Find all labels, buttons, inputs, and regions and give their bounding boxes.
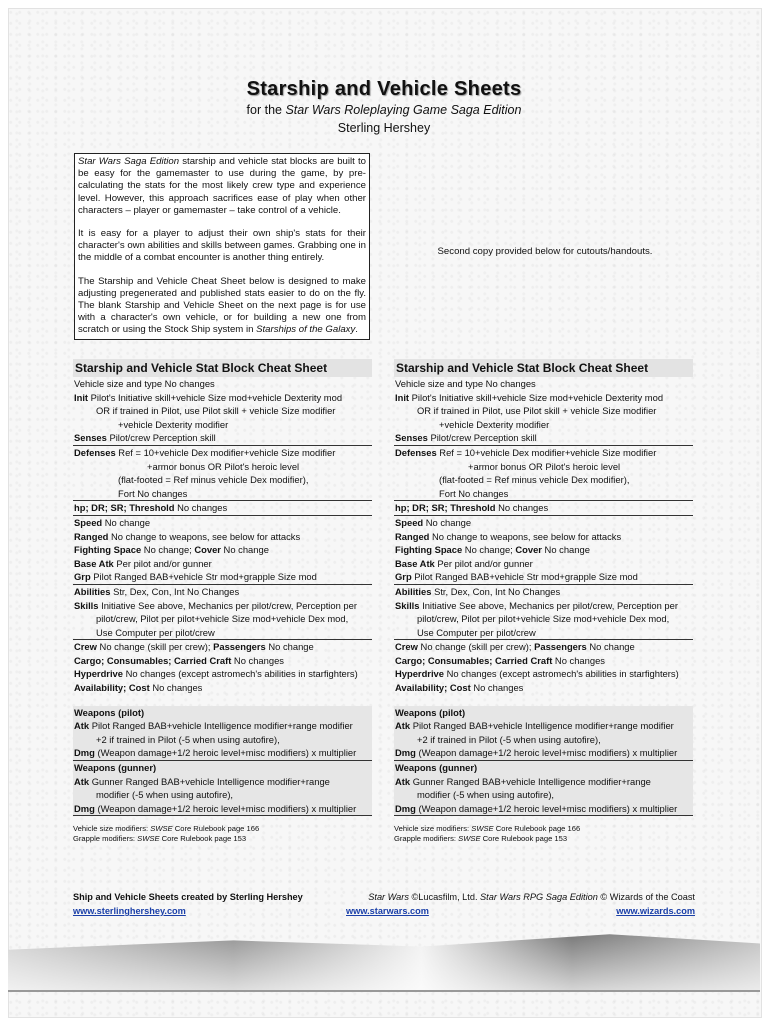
defenses-line-2: +armor bonus OR Pilot's heroic level [468, 460, 621, 472]
sheet-notes [73, 824, 372, 843]
author-name: Sterling Hershey [337, 121, 431, 135]
value: Pilot Ranged BAB+vehicle Str mod+grapple Size mod [411, 571, 638, 583]
label: Base Atk [74, 557, 114, 569]
defense-block [394, 446, 693, 501]
value: No change (skill per crew); [96, 641, 214, 653]
abilities-block [73, 585, 372, 640]
note-text: Grapple modifiers: [73, 833, 138, 843]
value: No change to weapons, see below for attacks [108, 530, 301, 542]
label: Skills [74, 599, 99, 611]
value: Str, Dex, Con, Int No Changes [431, 585, 561, 597]
senses-line [74, 431, 371, 445]
atk-line [395, 775, 692, 789]
page-title: Starship and Vehicle Sheets [246, 78, 522, 100]
vehicle-line: Vehicle size and type No changes [395, 378, 536, 389]
value: Pilot's Initiative skill+vehicle Size mod+vehicle Dexterity mod [88, 391, 343, 403]
label: Speed [395, 516, 424, 528]
value: No change [541, 544, 590, 556]
label: Base Atk [395, 557, 435, 569]
cargo-line [74, 654, 371, 668]
copyright-italic: Star Wars RPG Saga Edition [480, 892, 598, 902]
note-size [73, 824, 372, 834]
label: Dmg [74, 802, 95, 814]
intro-paragraph-3 [78, 276, 366, 337]
label: Speed [74, 516, 103, 528]
speed-line [74, 516, 371, 530]
value: No change [265, 641, 314, 653]
note-size [394, 824, 693, 834]
ranged-line [74, 530, 371, 544]
value: No changes [174, 502, 228, 514]
value: Pilot Ranged BAB+vehicle Str mod+grapple Size mod [90, 571, 317, 583]
defenses-line-4: Fort No changes [118, 487, 188, 499]
label: Senses [395, 432, 428, 444]
weapons-pilot-block [394, 706, 693, 761]
label: Init [395, 391, 410, 403]
link-sterlinghershey[interactable]: www.sterlinghershey.com [73, 906, 186, 916]
hp-block [394, 501, 693, 516]
copyright-line [368, 892, 695, 902]
crew-block [73, 640, 372, 694]
label: Hyperdrive [395, 668, 444, 680]
label: Passengers [213, 641, 266, 653]
intro-paragraph-2: It is easy for a player to adjust their own ship's stats for their character's own abilities and skills between games. Grabbing one in the middle of a combat encounter is another thing entirely. [78, 228, 366, 264]
label: Abilities [395, 585, 432, 597]
label: Passengers [534, 641, 587, 653]
label: Skills [395, 599, 420, 611]
weapons-gunner-heading: Weapons (gunner) [74, 762, 157, 774]
cargo-line [395, 654, 692, 668]
value: (Weapon damage+1/2 heroic level+misc modifiers) x multiplier [415, 747, 678, 759]
value: No change [102, 516, 151, 528]
weapons-gunner-block [394, 761, 693, 816]
skills-line [395, 599, 692, 613]
label: hp; DR; SR; Threshold [74, 502, 175, 514]
label: Cover [515, 544, 542, 556]
label: Crew [395, 641, 418, 653]
crew-line [74, 640, 371, 654]
note-text: Core Rulebook page 153 [159, 833, 247, 843]
label: Init [74, 391, 89, 403]
crew-line [395, 640, 692, 654]
note-text: Grapple modifiers: [394, 833, 459, 843]
value: No change to weapons, see below for attacks [429, 530, 622, 542]
label: Availability; Cost [74, 682, 150, 694]
dmg-line [74, 802, 371, 816]
init-line-3: +vehicle Dexterity modifier [118, 418, 229, 430]
note-italic: SWSE [137, 833, 160, 843]
dmg-line [74, 746, 371, 760]
label: Defenses [395, 446, 437, 458]
init-line-2: OR if trained in Pilot, use Pilot skill + vehicle Size modifier [417, 405, 657, 417]
cheat-sheet-right [394, 359, 693, 843]
intro-box [74, 153, 370, 340]
value: (Weapon damage+1/2 heroic level+misc modifiers) x multiplier [415, 802, 678, 814]
atk-line [74, 775, 371, 789]
weapons-pilot-heading: Weapons (pilot) [395, 706, 466, 718]
senses-line [395, 431, 692, 445]
label: Cargo; Consumables; Carried Craft [74, 654, 232, 666]
label: Abilities [74, 585, 111, 597]
value: No changes [470, 682, 524, 694]
value: No changes (except astromech's abilities in starfighters) [122, 668, 358, 680]
subtitle-prefix: for the [246, 103, 286, 117]
value: Ref = 10+vehicle Dex modifier+vehicle Size modifier [436, 446, 657, 458]
weapons-gunner-heading: Weapons (gunner) [395, 762, 478, 774]
defenses-line-2: +armor bonus OR Pilot's heroic level [147, 460, 300, 472]
crew-block [394, 640, 693, 694]
weapons-pilot-block [73, 706, 372, 761]
dmg-line [395, 746, 692, 760]
footer [73, 892, 695, 920]
abilities-block [394, 585, 693, 640]
value: Pilot/crew Perception skill [427, 432, 537, 444]
note-text: Core Rulebook page 166 [172, 824, 260, 834]
value: (Weapon damage+1/2 heroic level+misc modifiers) x multiplier [94, 747, 357, 759]
atk-line-2: +2 if trained in Pilot (-5 when using autofire), [417, 733, 601, 745]
credit-line: Ship and Vehicle Sheets created by Sterling Hershey [73, 892, 303, 902]
value: Gunner Ranged BAB+vehicle Intelligence modifier+range [89, 775, 330, 787]
label: Cargo; Consumables; Carried Craft [395, 654, 553, 666]
subtitle-game-title: Star Wars Roleplaying Game Saga Edition [285, 103, 522, 117]
value: No change; [462, 544, 516, 556]
link-starwars[interactable]: www.starwars.com [346, 906, 429, 916]
sheet-title: Starship and Vehicle Stat Block Cheat Sheet [394, 359, 693, 377]
link-wizards[interactable]: www.wizards.com [616, 906, 695, 916]
hp-line [395, 501, 692, 515]
label: Availability; Cost [395, 682, 471, 694]
label: Dmg [395, 802, 416, 814]
note-italic: SWSE [150, 824, 173, 834]
init-line-3: +vehicle Dexterity modifier [439, 418, 550, 430]
second-copy-note: Second copy provided below for cutouts/handouts. [437, 246, 653, 257]
ranged-line [395, 530, 692, 544]
intro-text: The Starship and Vehicle Cheat Sheet below is designed to make adjusting pregenerated and published stats easier to do on the fly. The blank Starship and Vehicle Sheet on the next page is for use with a character's own vehicle, or for building a new one from scratch or using the Stock Ship system in [78, 275, 366, 336]
value: No change (skill per crew); [417, 641, 535, 653]
value: Ref = 10+vehicle Dex modifier+vehicle Size modifier [115, 446, 336, 458]
atk-line-2: +2 if trained in Pilot (-5 when using autofire), [96, 733, 280, 745]
value: Pilot Ranged BAB+vehicle Intelligence modifier+range modifier [89, 720, 353, 732]
label: hp; DR; SR; Threshold [395, 502, 496, 514]
copyright-text: ©Lucasfilm, Ltd. [408, 892, 481, 902]
value: Per pilot and/or gunner [113, 557, 212, 569]
weapons-gunner-block [73, 761, 372, 816]
base-atk-line [395, 557, 692, 571]
label: Atk [395, 775, 411, 787]
cheat-sheet-left [73, 359, 372, 843]
skills-line-3: Use Computer per pilot/crew [417, 626, 536, 638]
grp-line [74, 570, 371, 584]
note-grapple [394, 834, 693, 844]
hyperdrive-line [74, 667, 371, 681]
label: Cover [194, 544, 221, 556]
defenses-line [395, 446, 692, 460]
defenses-line-4: Fort No changes [439, 487, 509, 499]
defenses-line [74, 446, 371, 460]
label: Atk [74, 720, 90, 732]
skills-line-2: pilot/crew, Pilot per pilot+vehicle Size mod+vehicle Dex mod, [417, 613, 670, 625]
defense-block [73, 446, 372, 501]
atk-line-2: modifier (-5 when using autofire), [96, 789, 234, 801]
page-subtitle [0, 103, 768, 117]
value: No changes [552, 654, 605, 666]
init-block [394, 377, 693, 446]
label: Dmg [74, 747, 95, 759]
label: Atk [395, 720, 411, 732]
copyright-italic: Star Wars [368, 892, 409, 902]
offense-block [394, 516, 693, 585]
value: Gunner Ranged BAB+vehicle Intelligence modifier+range [410, 775, 651, 787]
abilities-line [74, 585, 371, 599]
value: No changes [495, 502, 549, 514]
label: Senses [74, 432, 107, 444]
value: Initiative See above, Mechanics per pilot/crew, Perception per [98, 599, 357, 611]
label: Ranged [395, 530, 430, 542]
value: Pilot Ranged BAB+vehicle Intelligence modifier+range modifier [410, 720, 674, 732]
init-line [395, 391, 692, 405]
note-text: Core Rulebook page 153 [480, 833, 568, 843]
availability-line [395, 681, 692, 695]
grp-line [395, 570, 692, 584]
value: No change [423, 516, 472, 528]
dmg-line [395, 802, 692, 816]
note-text: Core Rulebook page 166 [493, 824, 581, 834]
intro-italic: Starships of the Galaxy [256, 324, 356, 336]
label: Ranged [74, 530, 109, 542]
fighting-space-line [395, 543, 692, 557]
note-text: Vehicle size modifiers: [73, 824, 151, 834]
value: No change; [141, 544, 195, 556]
speed-line [395, 516, 692, 530]
note-text: Vehicle size modifiers: [394, 824, 472, 834]
value: No changes (except astromech's abilities in starfighters) [443, 668, 679, 680]
note-italic: SWSE [458, 833, 481, 843]
value: (Weapon damage+1/2 heroic level+misc modifiers) x multiplier [94, 802, 357, 814]
hp-block [73, 501, 372, 516]
sheet-notes [394, 824, 693, 843]
atk-line [395, 719, 692, 733]
availability-line [74, 681, 371, 695]
fighting-space-line [74, 543, 371, 557]
label: Dmg [395, 747, 416, 759]
label: Defenses [74, 446, 116, 458]
defenses-line-3: (flat-footed = Ref minus vehicle Dex modifier), [439, 474, 630, 486]
init-line-2: OR if trained in Pilot, use Pilot skill + vehicle Size modifier [96, 405, 336, 417]
intro-italic: Star Wars Saga Edition [78, 156, 180, 167]
label: Fighting Space [395, 544, 463, 556]
weapons-pilot-heading: Weapons (pilot) [74, 706, 145, 718]
hyperdrive-line [395, 667, 692, 681]
label: Hyperdrive [74, 668, 123, 680]
value: Str, Dex, Con, Int No Changes [110, 585, 240, 597]
vehicle-line: Vehicle size and type No changes [74, 378, 215, 389]
label: Grp [74, 571, 91, 583]
atk-line-2: modifier (-5 when using autofire), [417, 789, 555, 801]
abilities-line [395, 585, 692, 599]
hp-line [74, 501, 371, 515]
value: No changes [149, 682, 203, 694]
value: No change [220, 544, 269, 556]
bottom-divider [8, 990, 760, 992]
label: Crew [74, 641, 97, 653]
skills-line-2: pilot/crew, Pilot per pilot+vehicle Size mod+vehicle Dex mod, [96, 613, 349, 625]
init-block [73, 377, 372, 446]
label: Fighting Space [74, 544, 142, 556]
label: Atk [74, 775, 90, 787]
copyright-text: © Wizards of the Coast [597, 892, 695, 902]
value: No changes [231, 654, 284, 666]
intro-paragraph-1 [78, 156, 366, 217]
value: Per pilot and/or gunner [434, 557, 533, 569]
value: Initiative See above, Mechanics per pilot/crew, Perception per [419, 599, 678, 611]
value: No change [586, 641, 635, 653]
intro-text: starship and vehicle stat blocks are built to be easy for the gamemaster to use during the game, by pre-calculating the stats for the most likely crew type and experience level. However, this approach sacrifices ease of play when other characters – player or gamemaster – take control of a vehicle. [78, 156, 366, 216]
offense-block [73, 516, 372, 585]
label: Grp [395, 571, 412, 583]
note-grapple [73, 834, 372, 844]
sheet-title: Starship and Vehicle Stat Block Cheat Sheet [73, 359, 372, 377]
init-line [74, 391, 371, 405]
defenses-line-3: (flat-footed = Ref minus vehicle Dex modifier), [118, 474, 309, 486]
note-italic: SWSE [471, 824, 494, 834]
atk-line [74, 719, 371, 733]
intro-text: . [355, 324, 358, 336]
base-atk-line [74, 557, 371, 571]
skills-line-3: Use Computer per pilot/crew [96, 626, 215, 638]
value: Pilot/crew Perception skill [106, 432, 216, 444]
value: Pilot's Initiative skill+vehicle Size mod+vehicle Dexterity mod [409, 391, 664, 403]
skills-line [74, 599, 371, 613]
